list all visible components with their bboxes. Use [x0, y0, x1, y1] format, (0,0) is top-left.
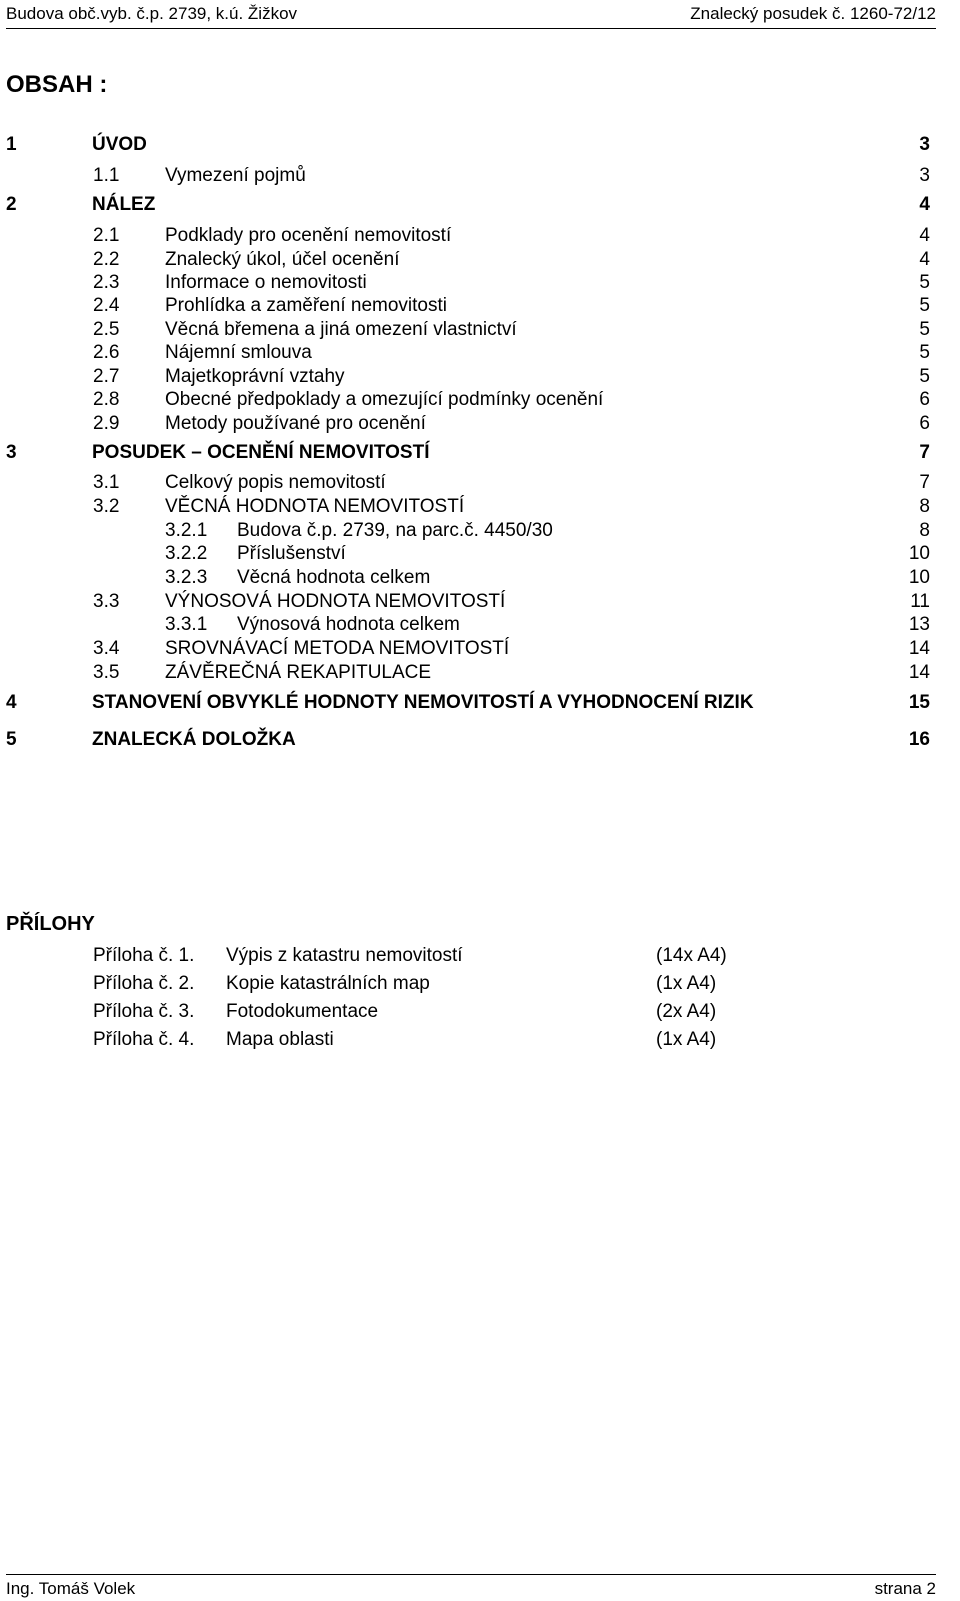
toc-entry-number: 2.3	[93, 272, 120, 293]
toc-entry	[0, 729, 960, 751]
toc-entry-page: 5	[919, 366, 930, 387]
toc-entry-page: 16	[908, 729, 930, 750]
toc-entry-number: 3.1	[93, 472, 120, 493]
toc-entry-page: 3	[919, 134, 930, 155]
toc-entry-page: 8	[919, 496, 930, 517]
appendix-size: (14x A4)	[656, 945, 727, 966]
toc-entry	[0, 295, 960, 317]
toc-entry-page: 5	[919, 272, 930, 293]
toc-entry	[0, 496, 960, 518]
appendix-item	[0, 972, 960, 996]
appendix-description: Výpis z katastru nemovitostí	[226, 945, 463, 966]
toc-entry-number: 3.2.2	[165, 543, 208, 564]
header-right: Znalecký posudek č. 1260-72/12	[690, 4, 936, 23]
toc-entry-number: 3.3.1	[165, 614, 208, 635]
toc-entry-page: 4	[919, 225, 930, 246]
toc-entry-title: Znalecký úkol, účel ocenění	[165, 249, 400, 270]
footer-left: Ing. Tomáš Volek	[6, 1579, 136, 1598]
toc-entry-page: 5	[919, 319, 930, 340]
toc-entry-number: 2.2	[93, 249, 120, 270]
toc-entry-title: SROVNÁVACÍ METODA NEMOVITOSTÍ	[165, 638, 510, 659]
toc-entry-title: ÚVOD	[92, 134, 147, 155]
toc-entry-number: 1	[6, 134, 17, 155]
toc-title: OBSAH :	[6, 71, 108, 98]
toc-entry-page: 4	[919, 194, 930, 215]
toc-entry-number: 3.2.1	[165, 520, 208, 541]
toc-entry	[0, 194, 960, 216]
toc-entry	[0, 614, 960, 636]
appendix-item	[0, 1028, 960, 1052]
toc-entry-page: 14	[908, 662, 930, 683]
footer-right: strana 2	[874, 1579, 936, 1598]
toc-entry-number: 3.2.3	[165, 567, 208, 588]
toc-entry-page: 15	[908, 692, 930, 713]
toc-entry-title: Výnosová hodnota celkem	[237, 614, 460, 635]
toc-entry-title: Celkový popis nemovitostí	[165, 472, 386, 493]
toc-entry-number: 3.3	[93, 591, 120, 612]
toc-entry	[0, 389, 960, 411]
toc-entry	[0, 413, 960, 435]
toc-entry-number: 2.6	[93, 342, 120, 363]
toc-entry-page: 10	[908, 567, 930, 588]
toc-entry-title: Majetkoprávní vztahy	[165, 366, 345, 387]
toc-entry-page: 3	[919, 165, 930, 186]
toc-entry-page: 11	[910, 591, 930, 612]
toc-entry-page: 5	[919, 342, 930, 363]
toc-entry-number: 2.4	[93, 295, 120, 316]
appendix-item	[0, 1000, 960, 1024]
appendix-item	[0, 944, 960, 968]
toc-entry	[0, 134, 960, 156]
toc-entry-number: 2.9	[93, 413, 120, 434]
toc-entry	[0, 591, 960, 613]
toc-entry-number: 2.5	[93, 319, 120, 340]
toc-entry-number: 2.1	[93, 225, 120, 246]
toc-entry-title: VÝNOSOVÁ HODNOTA NEMOVITOSTÍ	[165, 591, 506, 612]
toc-entry-title: Obecné předpoklady a omezující podmínky ocenění	[165, 389, 604, 410]
toc-entry-title: ZNALECKÁ DOLOŽKA	[92, 729, 296, 750]
appendix-description: Kopie katastrálních map	[226, 973, 430, 994]
toc-entry-page: 6	[919, 413, 930, 434]
toc-entry-title: Prohlídka a zaměření nemovitosti	[165, 295, 447, 316]
appendix-size: (1x A4)	[656, 973, 717, 994]
appendix-label: Příloha č. 3.	[93, 1001, 195, 1022]
toc-entry-title: Nájemní smlouva	[165, 342, 312, 363]
toc-entry-page: 5	[919, 295, 930, 316]
toc-entry-title: POSUDEK – OCENĚNÍ NEMOVITOSTÍ	[92, 442, 430, 463]
toc-entry-page: 6	[919, 389, 930, 410]
toc-entry-title: Vymezení pojmů	[165, 165, 306, 186]
header-divider	[6, 28, 936, 29]
toc-entry-title: Příslušenství	[237, 543, 346, 564]
toc-entry-title: Věcná hodnota celkem	[237, 567, 431, 588]
toc-entry	[0, 165, 960, 187]
toc-entry-page: 8	[919, 520, 930, 541]
toc-entry-number: 5	[6, 729, 17, 750]
toc-entry-title: Metody používané pro ocenění	[165, 413, 426, 434]
toc-entry-page: 10	[908, 543, 930, 564]
toc-entry-number: 3.5	[93, 662, 120, 683]
appendix-label: Příloha č. 1.	[93, 945, 195, 966]
toc-entry-number: 3.4	[93, 638, 120, 659]
appendix-size: (2x A4)	[656, 1001, 717, 1022]
toc-entry-title: STANOVENÍ OBVYKLÉ HODNOTY NEMOVITOSTÍ A VYHODNOCENÍ RIZIK	[92, 692, 754, 713]
toc-entry	[0, 342, 960, 364]
toc-entry-title: Věcná břemena a jiná omezení vlastnictví	[165, 319, 517, 340]
toc-entry	[0, 662, 960, 684]
toc-entry	[0, 692, 960, 714]
appendix-description: Fotodokumentace	[226, 1001, 379, 1022]
toc-entry-number: 2	[6, 194, 17, 215]
toc-entry-number: 4	[6, 692, 17, 713]
toc-entry-title: Informace o nemovitosti	[165, 272, 367, 293]
toc-entry-number: 3.2	[93, 496, 120, 517]
toc-entry-title: NÁLEZ	[92, 194, 156, 215]
toc-entry-page: 4	[919, 249, 930, 270]
toc-entry-number: 1.1	[93, 165, 120, 186]
appendix-size: (1x A4)	[656, 1029, 717, 1050]
toc-entry-page: 13	[908, 614, 930, 635]
toc-entry-page: 14	[908, 638, 930, 659]
toc-entry-number: 2.8	[93, 389, 120, 410]
toc-entry-page: 7	[919, 472, 930, 493]
toc-entry-title: ZÁVĚREČNÁ REKAPITULACE	[165, 662, 432, 683]
toc-entry	[0, 520, 960, 542]
toc-entry	[0, 442, 960, 464]
appendix-label: Příloha č. 2.	[93, 973, 195, 994]
toc-entry	[0, 225, 960, 247]
toc-entry	[0, 543, 960, 565]
toc-entry	[0, 319, 960, 341]
appendix-title: PŘÍLOHY	[6, 913, 95, 935]
toc-entry	[0, 472, 960, 494]
toc-entry-title: Podklady pro ocenění nemovitostí	[165, 225, 452, 246]
toc-entry	[0, 249, 960, 271]
toc-entry-page: 7	[919, 442, 930, 463]
toc-entry	[0, 567, 960, 589]
toc-entry-title: VĚCNÁ HODNOTA NEMOVITOSTÍ	[165, 496, 465, 517]
toc-entry	[0, 638, 960, 660]
header-left: Budova obč.vyb. č.p. 2739, k.ú. Žižkov	[6, 4, 298, 23]
toc-entry	[0, 272, 960, 294]
toc-entry	[0, 366, 960, 388]
footer-divider	[6, 1574, 936, 1575]
appendix-description: Mapa oblasti	[226, 1029, 334, 1050]
toc-entry-number: 2.7	[93, 366, 120, 387]
toc-entry-title: Budova č.p. 2739, na parc.č. 4450/30	[237, 520, 553, 541]
toc-entry-number: 3	[6, 442, 17, 463]
appendix-label: Příloha č. 4.	[93, 1029, 195, 1050]
